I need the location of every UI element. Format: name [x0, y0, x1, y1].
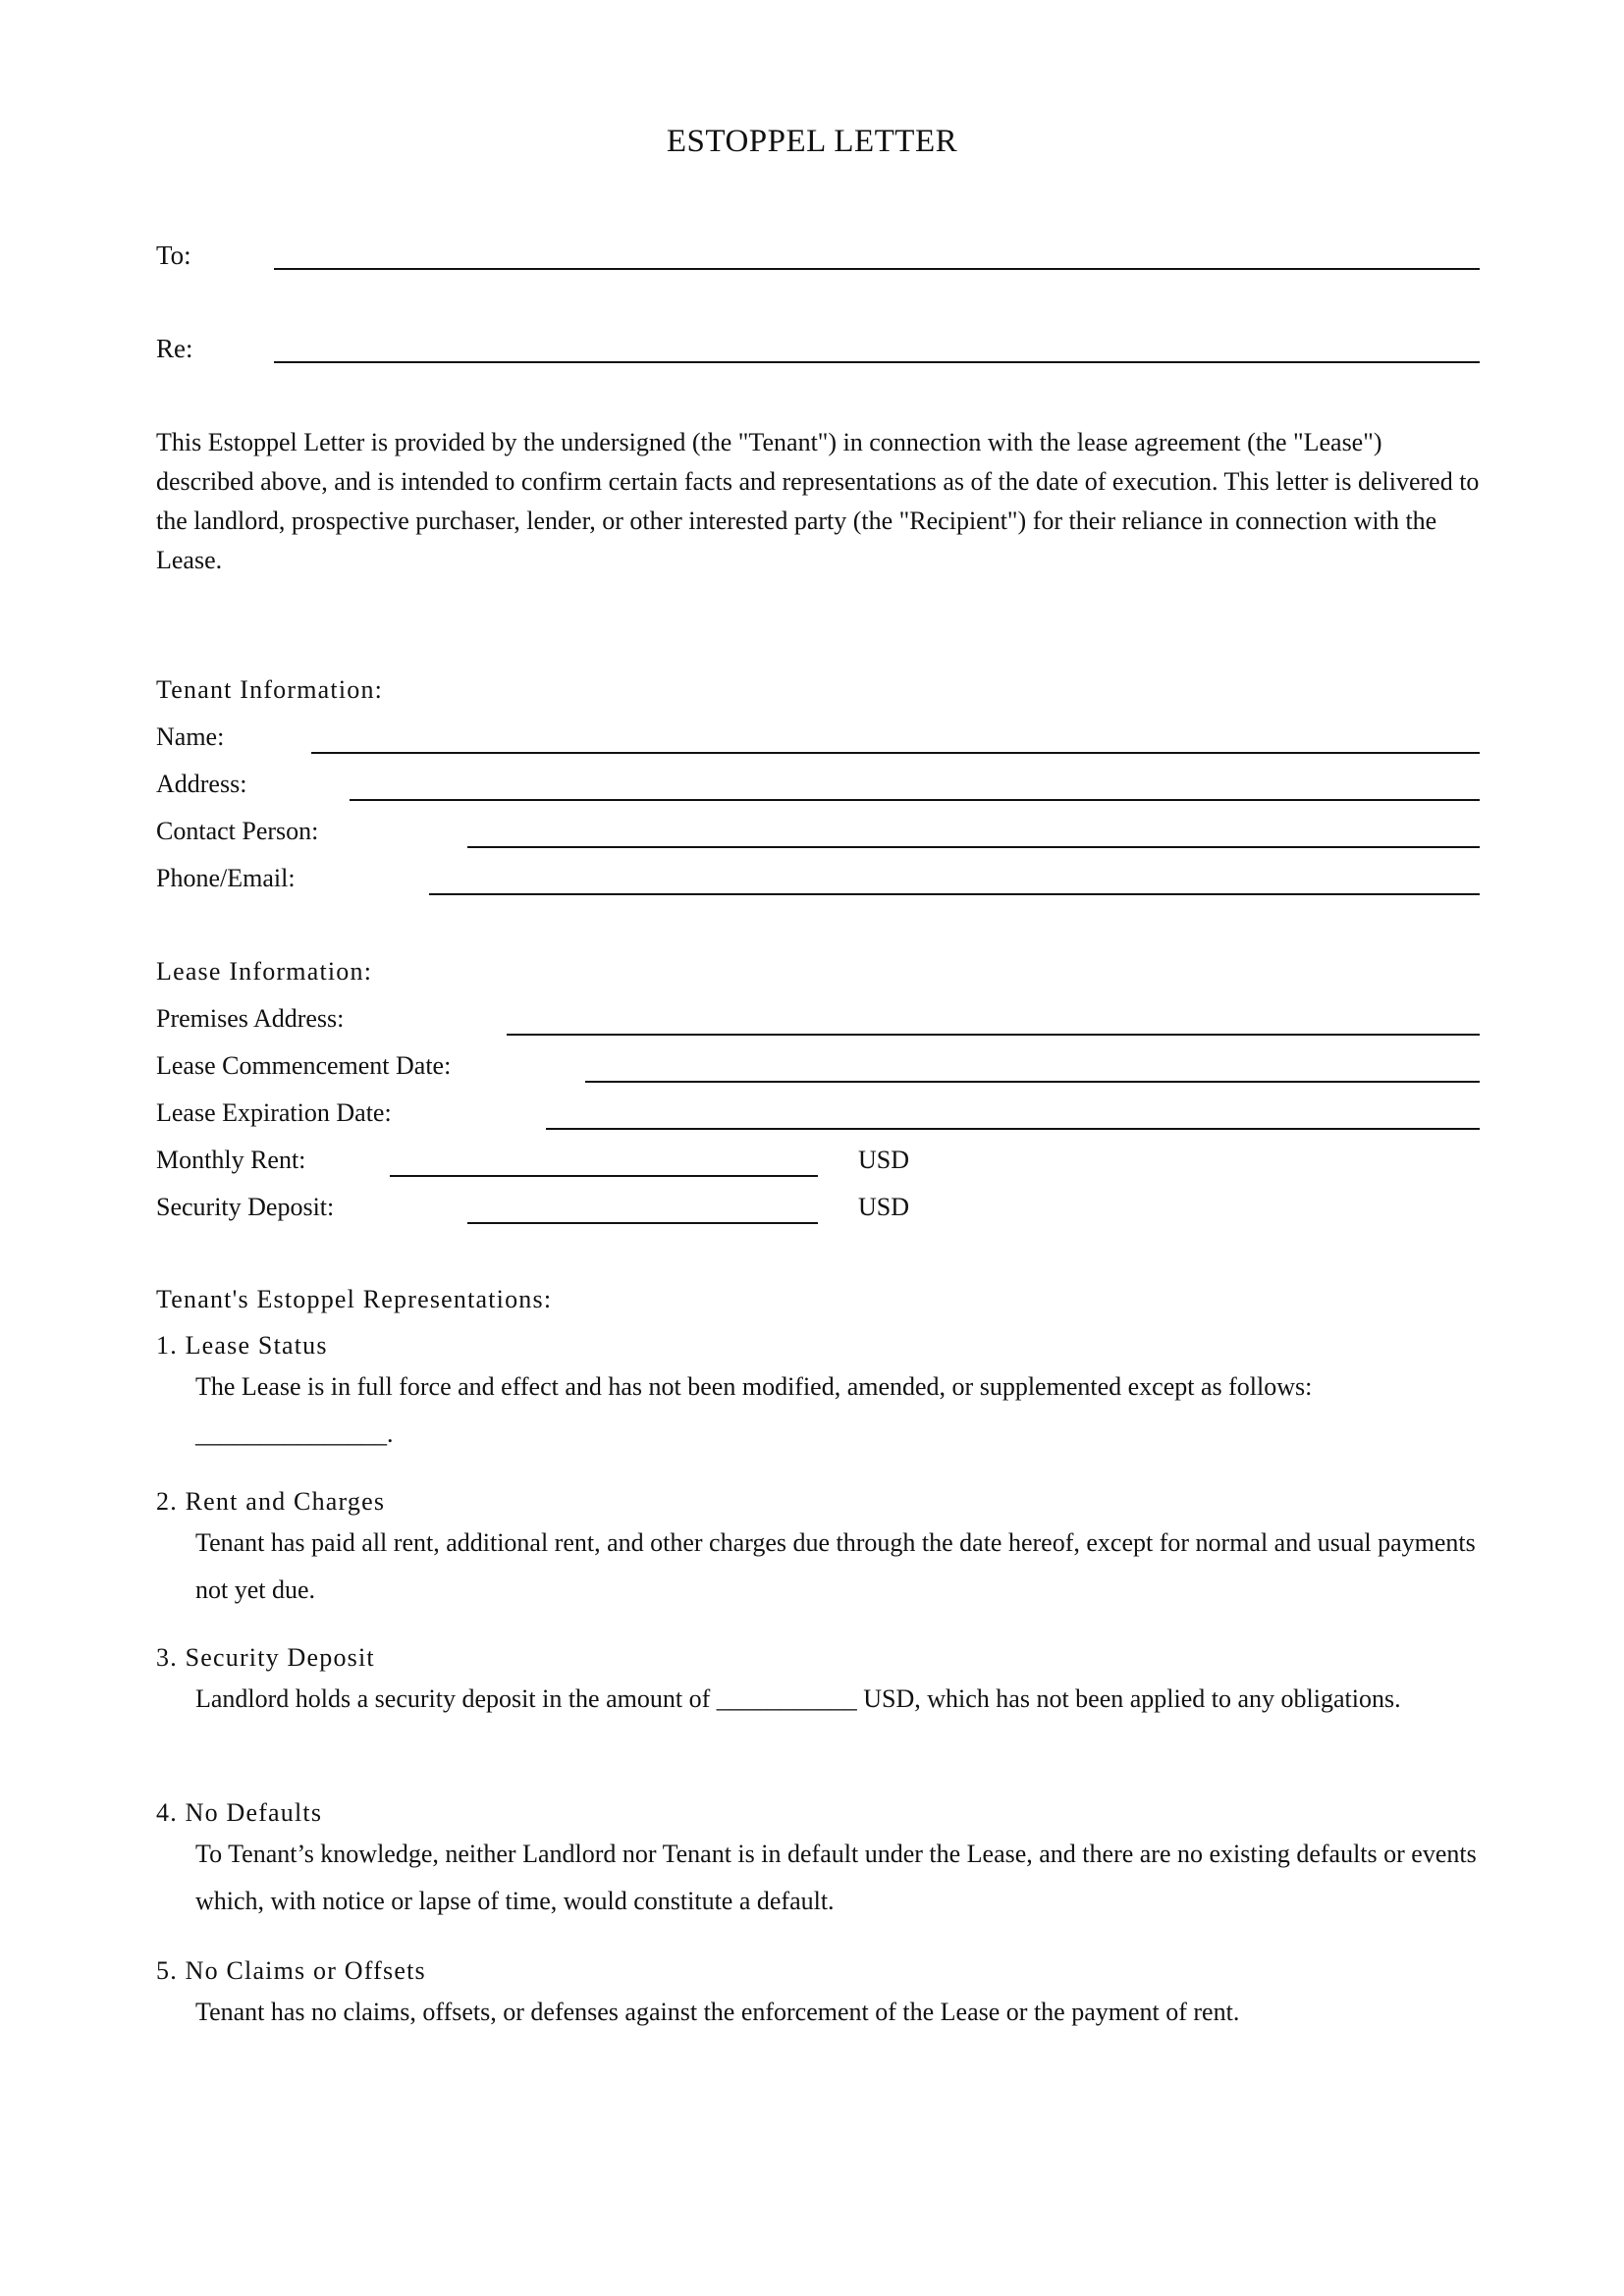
representation-body: To Tenant’s knowledge, neither Landlord nor Tenant is in default under the Lease, and there are no existing defaults or events which, with notice or lapse of time, would constitute a default. [195, 1840, 1477, 1915]
document-title: ESTOPPEL LETTER [666, 124, 958, 159]
security-deposit-unit: USD [858, 1193, 910, 1221]
lease-commencement-field[interactable] [585, 1081, 1480, 1083]
lease-expiration-field[interactable] [546, 1128, 1480, 1130]
tenant-address-row [156, 770, 1480, 807]
monthly-rent-unit: USD [858, 1146, 910, 1174]
lease-info-heading: Lease Information: [156, 957, 373, 986]
monthly-rent-field[interactable] [390, 1175, 818, 1177]
re-label: Re: [156, 334, 193, 363]
to-label: To: [156, 240, 191, 270]
lease-expiration-row [156, 1098, 1480, 1136]
tenant-address-label: Address: [156, 770, 247, 798]
representation-title: 1. Lease Status [156, 1331, 328, 1360]
lease-expiration-label: Lease Expiration Date: [156, 1098, 392, 1127]
tenant-phone-email-row [156, 864, 1480, 901]
representations-heading: Tenant's Estoppel Representations: [156, 1285, 553, 1313]
premises-address-label: Premises Address: [156, 1004, 345, 1033]
representation-rent-charges [156, 1484, 1484, 1614]
tenant-name-label: Name: [156, 722, 225, 751]
tenant-contact-field[interactable] [467, 846, 1480, 848]
representation-lease-status [156, 1328, 1484, 1458]
security-deposit-row [156, 1193, 1480, 1230]
representation-body: The Lease is in full force and effect and has not been modified, amended, or supplemented except as follows: _______________. [195, 1372, 1313, 1448]
security-deposit-field[interactable] [467, 1222, 818, 1224]
tenant-phone-email-label: Phone/Email: [156, 864, 296, 892]
representation-body: Landlord holds a security deposit in the amount of ___________ USD, which has not been applied to any obligations. [195, 1684, 1401, 1713]
representation-title: 3. Security Deposit [156, 1643, 375, 1672]
monthly-rent-row [156, 1146, 1480, 1183]
tenant-address-field[interactable] [350, 799, 1480, 801]
tenant-contact-label: Contact Person: [156, 817, 319, 845]
representation-title: 2. Rent and Charges [156, 1487, 386, 1516]
intro-paragraph: This Estoppel Letter is provided by the undersigned (the "Tenant") in connection with the lease agreement (the "Lease") described above, and is intended to confirm certain facts and representations as of the date of execution. This letter is delivered to the landlord, prospective purchaser, lender, or other interested party (the "Recipient") for their reliance in connection with the Lease. [156, 428, 1480, 574]
re-field[interactable] [274, 361, 1480, 363]
tenant-name-field[interactable] [311, 752, 1480, 754]
representation-title: 4. No Defaults [156, 1798, 323, 1827]
monthly-rent-label: Monthly Rent: [156, 1146, 306, 1174]
representation-title: 5. No Claims or Offsets [156, 1956, 426, 1985]
to-field[interactable] [274, 268, 1480, 270]
tenant-info-heading: Tenant Information: [156, 675, 384, 704]
representation-no-defaults [156, 1795, 1484, 1925]
representation-body: Tenant has no claims, offsets, or defenses against the enforcement of the Lease or the payment of rent. [195, 1998, 1240, 2026]
tenant-phone-email-field[interactable] [429, 893, 1480, 895]
security-deposit-label: Security Deposit: [156, 1193, 335, 1221]
premises-address-row [156, 1004, 1480, 1041]
representation-body: Tenant has paid all rent, additional rent, and other charges due through the date hereof, except for normal and usual payments not yet due. [195, 1528, 1476, 1604]
lease-commencement-label: Lease Commencement Date: [156, 1051, 452, 1080]
tenant-contact-row [156, 817, 1480, 854]
lease-commencement-row [156, 1051, 1480, 1089]
premises-address-field[interactable] [507, 1034, 1480, 1036]
tenant-name-row [156, 722, 1480, 760]
representation-no-claims [156, 1953, 1484, 2036]
representation-security-deposit [156, 1640, 1484, 1723]
